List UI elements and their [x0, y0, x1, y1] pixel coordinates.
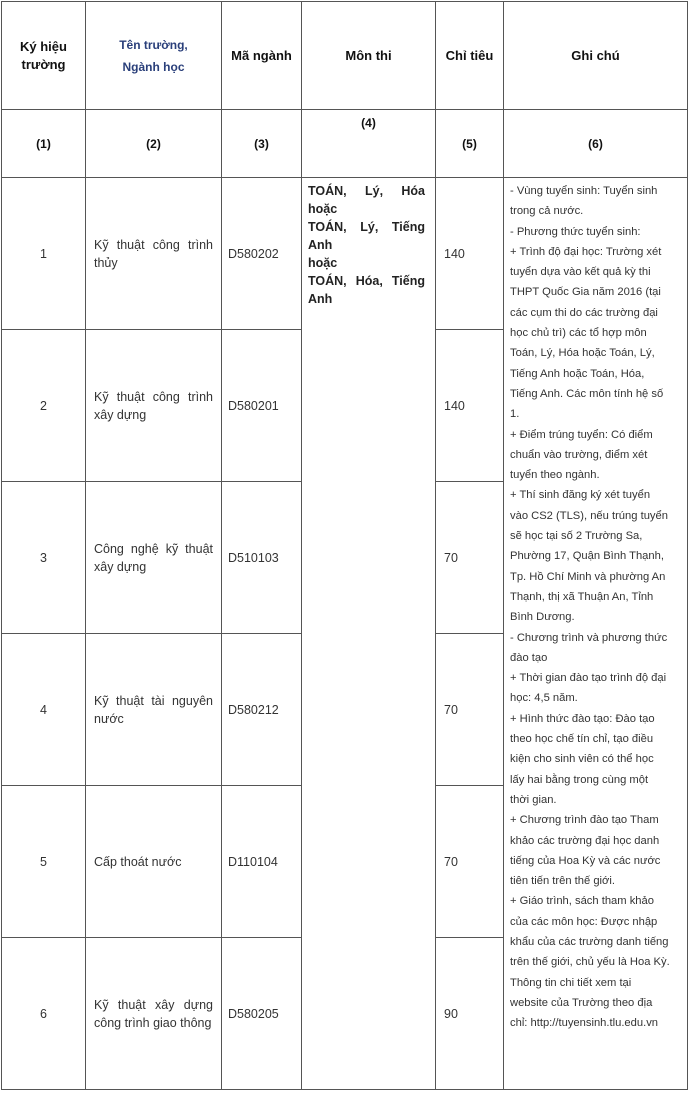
major-name: Kỹ thuật tài nguyên nước [86, 634, 222, 786]
major-name: Cấp thoát nước [86, 786, 222, 938]
table-row [2, 178, 688, 330]
column-number: (4) [302, 110, 436, 178]
note-line: học chủ trì) các tổ hợp môn [510, 327, 647, 340]
note-line: khẩu của các trường danh tiếng [510, 935, 669, 948]
note-line: khảo các trường đại học danh [510, 834, 660, 847]
notes-cell [504, 178, 688, 1090]
quota: 70 [436, 634, 504, 786]
quota: 140 [436, 330, 504, 482]
major-name: Kỹ thuật công trình thủy [86, 178, 222, 330]
note-line: + Giáo trình, sách tham khảo [510, 895, 654, 908]
note-line: sẽ học tại số 2 Trường Sa, [510, 530, 643, 543]
major-name: Kỹ thuật xây dựng công trình giao thông [86, 938, 222, 1090]
column-number: (2) [86, 110, 222, 178]
note-line: Tp. Hồ Chí Minh và phường An [510, 570, 666, 583]
row-index: 1 [2, 178, 86, 330]
exam-subject-line: TOÁN, Hóa, Tiếng [308, 274, 425, 288]
note-line: tiếng của Hoa Kỳ và các nước [510, 854, 661, 867]
row-index: 6 [2, 938, 86, 1090]
note-line: + Trình độ đại học: Trường xét [510, 245, 662, 258]
major-name: Công nghệ kỹ thuật xây dựng [86, 482, 222, 634]
notes-list [510, 181, 681, 1033]
note-line: + Thời gian đào tạo trình độ đại [510, 672, 667, 685]
header-quota: Chỉ tiêu [436, 2, 504, 110]
note-line: tuyển dựa vào kết quả kỳ thi [510, 266, 651, 279]
note-line: học: 4,5 năm. [510, 692, 578, 705]
note-line: - Chương trình và phương thức [510, 631, 668, 644]
column-number-row [2, 110, 688, 178]
note-line: + Thí sinh đăng ký xét tuyển [510, 489, 651, 502]
note-line: đào tạo [510, 651, 548, 664]
major-code: D580212 [222, 634, 302, 786]
major-code: D580201 [222, 330, 302, 482]
note-line: vào CS2 (TLS), nếu trúng tuyển [510, 509, 668, 522]
row-index: 5 [2, 786, 86, 938]
note-line: + Điểm trúng tuyển: Có điểm [510, 428, 653, 441]
note-line: Tiếng Anh. Các môn tính hệ số [510, 387, 664, 400]
note-line: trong cả nước. [510, 205, 584, 218]
note-line: 1. [510, 408, 520, 421]
note-line: Bình Dương. [510, 611, 575, 624]
note-line: kiện cho sinh viên có thể học [510, 753, 654, 766]
note-line: website của Trường theo địa [510, 996, 653, 1009]
note-line: Toán, Lý, Hóa hoặc Toán, Lý, [510, 347, 655, 360]
quota: 90 [436, 938, 504, 1090]
note-line: + Hình thức đào tạo: Đào tạo [510, 712, 655, 725]
exam-subject-line: TOÁN, Lý, Tiếng [308, 220, 425, 234]
note-line: Thạnh, thị xã Thuận An, Tỉnh [510, 590, 654, 603]
note-line: lấy hai bằng trong cùng một [510, 773, 649, 786]
column-number: (1) [2, 110, 86, 178]
exam-subjects-cell [302, 178, 436, 1090]
row-index: 3 [2, 482, 86, 634]
note-line: theo học chế tín chỉ, tạo điều [510, 733, 654, 746]
major-code: D510103 [222, 482, 302, 634]
note-line: trên thế giới, chủ yếu là Hoa Kỳ. [510, 956, 670, 969]
note-line: - Phương thức tuyển sinh: [510, 225, 641, 238]
note-line: Thông tin chi tiết xem tại [510, 976, 632, 989]
column-number: (3) [222, 110, 302, 178]
note-line: THPT Quốc Gia năm 2016 (tại [510, 286, 661, 299]
note-line: chuẩn vào trường, điểm xét [510, 448, 648, 461]
major-code: D580205 [222, 938, 302, 1090]
exam-subject-line: Anh [308, 238, 333, 252]
note-line: Tiếng Anh hoặc Toán, Hóa, [510, 367, 645, 380]
note-line: Phường 17, Quận Bình Thạnh, [510, 550, 664, 563]
header-major-code: Mã ngành [222, 2, 302, 110]
exam-subject-line: TOÁN, Lý, Hóa [308, 184, 425, 198]
note-line: - Vùng tuyển sinh: Tuyển sinh [510, 185, 658, 197]
row-index: 2 [2, 330, 86, 482]
exam-subject-line: hoặc [308, 202, 338, 216]
exam-subject-line: Anh [308, 292, 333, 306]
note-line: + Chương trình đào tạo Tham [510, 814, 659, 827]
note-line: thời gian. [510, 793, 557, 806]
note-line: các cụm thi do các trường đại [510, 306, 658, 319]
header-notes: Ghi chú [504, 2, 688, 110]
header-major-name: Tên trường, Ngành học [86, 2, 222, 110]
major-code: D580202 [222, 178, 302, 330]
major-name: Kỹ thuật công trình xây dựng [86, 330, 222, 482]
note-line: của các môn học: Được nhập [510, 915, 658, 928]
quota: 70 [436, 482, 504, 634]
column-number: (6) [504, 110, 688, 178]
major-code: D110104 [222, 786, 302, 938]
header-school-code: Ký hiệu trường [2, 2, 86, 110]
note-line: chỉ: http://tuyensinh.tlu.edu.vn [510, 1017, 659, 1030]
header-exam-subjects: Môn thi [302, 2, 436, 110]
quota: 140 [436, 178, 504, 330]
note-line: tuyển theo ngành. [510, 469, 600, 482]
column-number: (5) [436, 110, 504, 178]
exam-subject-line: hoặc [308, 256, 338, 270]
admissions-table [1, 1, 688, 1090]
quota: 70 [436, 786, 504, 938]
row-index: 4 [2, 634, 86, 786]
note-line: tiên tiến trên thế giới. [510, 875, 615, 888]
header-row [2, 2, 688, 110]
